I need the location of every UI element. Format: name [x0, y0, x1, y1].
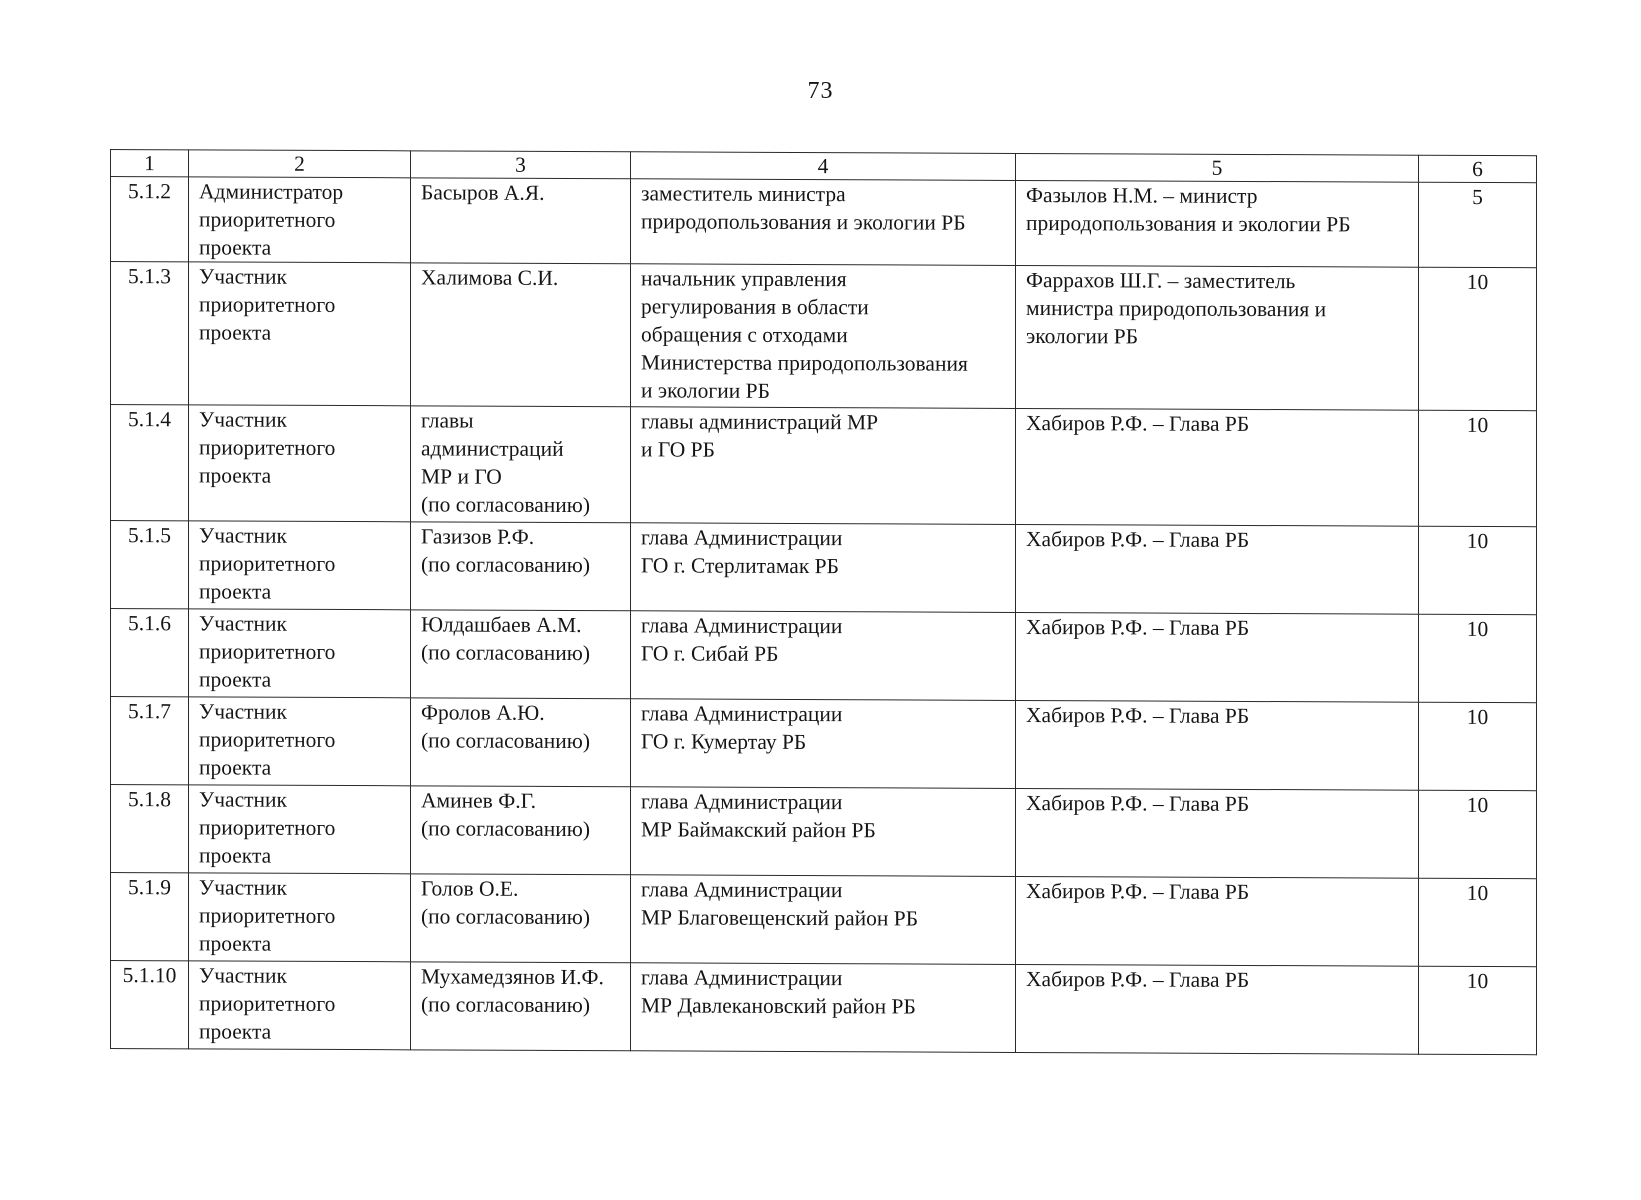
points-cell: 10 — [1419, 878, 1537, 967]
item-number-cell: 5.1.3 — [111, 262, 189, 405]
column-header-6: 6 — [1419, 155, 1537, 183]
project-role-cell: Участник приоритетного проекта — [189, 405, 411, 522]
person-name-cell: Голов О.Е. (по согласованию) — [411, 874, 631, 963]
participants-table — [110, 149, 1537, 1055]
person-name-cell: Юлдашбаев А.М. (по согласованию) — [411, 610, 631, 699]
points-cell: 10 — [1419, 526, 1537, 615]
person-position-cell: глава Администрации МР Давлекановский район РБ — [631, 963, 1016, 1053]
project-role-cell: Администратор приоритетного проекта — [189, 177, 411, 263]
points-cell: 10 — [1419, 267, 1537, 411]
item-number-cell: 5.1.2 — [111, 177, 189, 262]
supervisor-cell: Хабиров Р.Ф. – Глава РБ — [1016, 964, 1419, 1054]
person-position-cell: глава Администрации ГО г. Стерлитамак РБ — [631, 523, 1016, 613]
item-number-cell: 5.1.7 — [111, 697, 189, 785]
table-row — [111, 609, 1537, 703]
table-row — [111, 262, 1537, 411]
points-cell: 10 — [1419, 966, 1537, 1055]
supervisor-cell: Хабиров Р.Ф. – Глава РБ — [1016, 524, 1419, 614]
supervisor-cell: Фазылов Н.М. – министр природопользования и экологии РБ — [1016, 180, 1419, 267]
project-role-cell: Участник приоритетного проекта — [189, 262, 411, 406]
supervisor-cell: Хабиров Р.Ф. – Глава РБ — [1016, 788, 1419, 878]
supervisor-cell: Хабиров Р.Ф. – Глава РБ — [1016, 876, 1419, 966]
table-body — [111, 177, 1537, 1055]
table-row — [111, 873, 1537, 967]
person-position-cell: начальник управления регулирования в области обращения с отходами Министерства природопользования и экологии РБ — [631, 264, 1016, 409]
column-header-2: 2 — [189, 150, 411, 178]
column-header-1: 1 — [111, 150, 189, 177]
person-name-cell: Аминев Ф.Г. (по согласованию) — [411, 786, 631, 875]
item-number-cell: 5.1.10 — [111, 961, 189, 1049]
supervisor-cell: Фаррахов Ш.Г. – заместитель министра природопользования и экологии РБ — [1016, 265, 1419, 410]
supervisor-cell: Хабиров Р.Ф. – Глава РБ — [1016, 408, 1419, 526]
project-role-cell: Участник приоритетного проекта — [189, 697, 411, 786]
item-number-cell: 5.1.6 — [111, 609, 189, 697]
item-number-cell: 5.1.4 — [111, 405, 189, 521]
person-position-cell: глава Администрации ГО г. Кумертау РБ — [631, 699, 1016, 789]
project-role-cell: Участник приоритетного проекта — [189, 785, 411, 874]
table-row — [111, 405, 1537, 527]
column-header-5: 5 — [1016, 153, 1419, 182]
table-row — [111, 697, 1537, 791]
project-role-cell: Участник приоритетного проекта — [189, 961, 411, 1050]
table-row — [111, 521, 1537, 615]
page-number: 73 — [807, 78, 834, 104]
points-cell: 10 — [1419, 410, 1537, 527]
person-name-cell: Басыров А.Я. — [411, 178, 631, 264]
item-number-cell: 5.1.5 — [111, 521, 189, 609]
points-cell: 5 — [1419, 182, 1537, 268]
points-cell: 10 — [1419, 702, 1537, 791]
table-row — [111, 177, 1537, 268]
table-row — [111, 961, 1537, 1055]
person-position-cell: глава Администрации МР Баймакский район РБ — [631, 787, 1016, 877]
person-position-cell: заместитель министра природопользования и экологии РБ — [631, 179, 1016, 266]
person-name-cell: главы администраций МР и ГО (по согласованию) — [411, 406, 631, 523]
supervisor-cell: Хабиров Р.Ф. – Глава РБ — [1016, 612, 1419, 702]
points-cell: 10 — [1419, 790, 1537, 879]
person-position-cell: глава Администрации ГО г. Сибай РБ — [631, 611, 1016, 701]
person-name-cell: Фролов А.Ю. (по согласованию) — [411, 698, 631, 787]
person-position-cell: главы администраций МР и ГО РБ — [631, 407, 1016, 525]
supervisor-cell: Хабиров Р.Ф. – Глава РБ — [1016, 700, 1419, 790]
column-header-4: 4 — [631, 152, 1016, 181]
item-number-cell: 5.1.8 — [111, 785, 189, 873]
table-row — [111, 785, 1537, 879]
points-cell: 10 — [1419, 614, 1537, 703]
person-position-cell: глава Администрации МР Благовещенский район РБ — [631, 875, 1016, 965]
column-header-3: 3 — [411, 151, 631, 179]
person-name-cell: Мухамедзянов И.Ф. (по согласованию) — [411, 962, 631, 1051]
item-number-cell: 5.1.9 — [111, 873, 189, 961]
person-name-cell: Газизов Р.Ф. (по согласованию) — [411, 522, 631, 611]
project-role-cell: Участник приоритетного проекта — [189, 873, 411, 962]
project-role-cell: Участник приоритетного проекта — [189, 609, 411, 698]
person-name-cell: Халимова С.И. — [411, 263, 631, 407]
project-role-cell: Участник приоритетного проекта — [189, 521, 411, 610]
